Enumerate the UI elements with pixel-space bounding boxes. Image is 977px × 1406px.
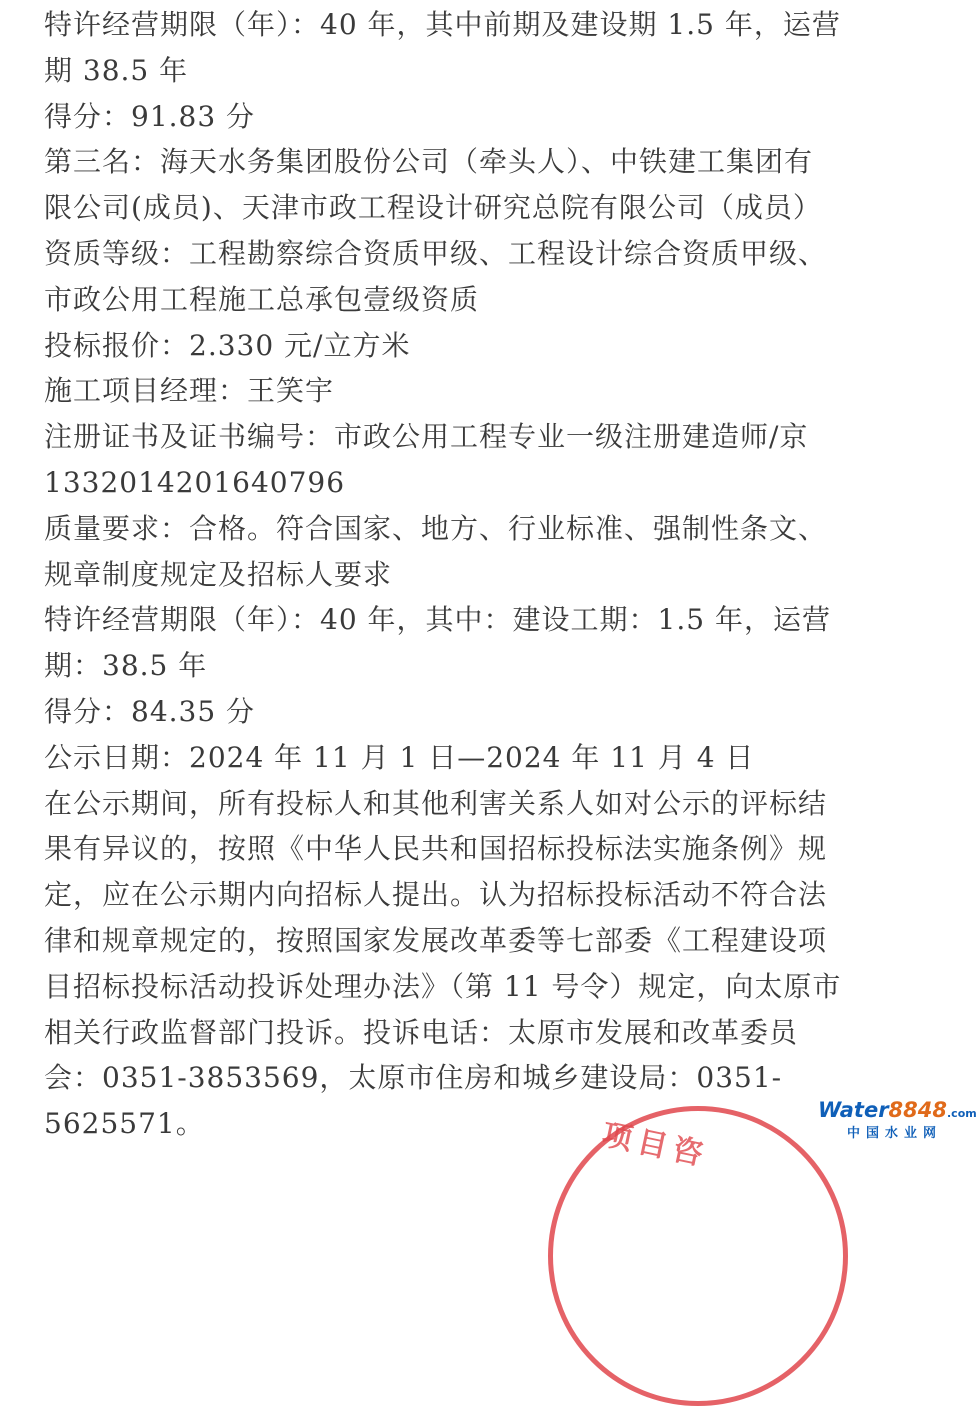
text-line: 规章制度规定及招标人要求 xyxy=(44,557,393,591)
site-watermark-logo xyxy=(818,1098,977,1142)
text-line: 特许经营期限（年）：40 年，其中：建设工期：1.5 年，运营 xyxy=(44,603,831,637)
text-line: 第三名：海天水务集团股份公司（牵头人）、中铁建工集团有 xyxy=(44,145,814,179)
text-line: 公示日期：2024 年 11 月 1 日—2024 年 11 月 4 日 xyxy=(44,740,755,774)
text-line: 市政公用工程施工总承包壹级资质 xyxy=(44,282,480,316)
text-line: 得分：91.83 分 xyxy=(44,99,256,133)
watermark-brand-water: Water xyxy=(818,1098,889,1122)
text-line: 质量要求：合格。符合国家、地方、行业标准、强制性条文、 xyxy=(44,511,828,545)
text-line: 资质等级：工程勘察综合资质甲级、工程设计综合资质甲级、 xyxy=(44,236,828,270)
text-line: 注册证书及证书编号：市政公用工程专业一级注册建造师/京 xyxy=(44,420,809,454)
seal-text: 项目咨 xyxy=(598,1117,712,1174)
watermark-subtitle: 中国水业网 xyxy=(846,1126,942,1141)
watermark-brand-8848: 8848 xyxy=(888,1098,947,1122)
text-line: 投标报价：2.330 元/立方米 xyxy=(44,328,411,362)
watermark-brand-com: .com xyxy=(947,1107,977,1120)
document-body xyxy=(44,2,924,1147)
text-line: 律和规章规定的，按照国家发展改革委等七部委《工程建设项 xyxy=(44,923,828,957)
watermark-brand xyxy=(818,1098,977,1126)
text-line: 果有异议的，按照《中华人民共和国招标投标法实施条例》规 xyxy=(44,832,828,866)
text-line: 期：38.5 年 xyxy=(44,649,208,683)
text-line: 5625571。 xyxy=(44,1107,205,1141)
text-line: 限公司(成员)、天津市政工程设计研究总院有限公司（成员） xyxy=(44,191,822,225)
text-line: 1332014201640796 xyxy=(44,465,346,499)
text-line: 会：0351-3853569，太原市住房和城乡建设局：0351- xyxy=(44,1061,783,1095)
text-line: 定，应在公示期内向招标人提出。认为招标投标活动不符合法 xyxy=(44,878,828,912)
text-line: 得分：84.35 分 xyxy=(44,694,256,728)
text-line: 特许经营期限（年）：40 年，其中前期及建设期 1.5 年，运营 xyxy=(44,8,841,41)
text-line: 在公示期间，所有投标人和其他利害关系人如对公示的评标结 xyxy=(44,786,828,820)
text-line: 相关行政监督部门投诉。投诉电话：太原市发展和改革委员 xyxy=(44,1015,799,1049)
text-line: 施工项目经理：王笑宇 xyxy=(44,374,335,408)
text-line: 目招标投标活动投诉处理办法》（第 11 号令）规定，向太原市 xyxy=(44,969,842,1003)
text-line: 期 38.5 年 xyxy=(44,53,189,87)
